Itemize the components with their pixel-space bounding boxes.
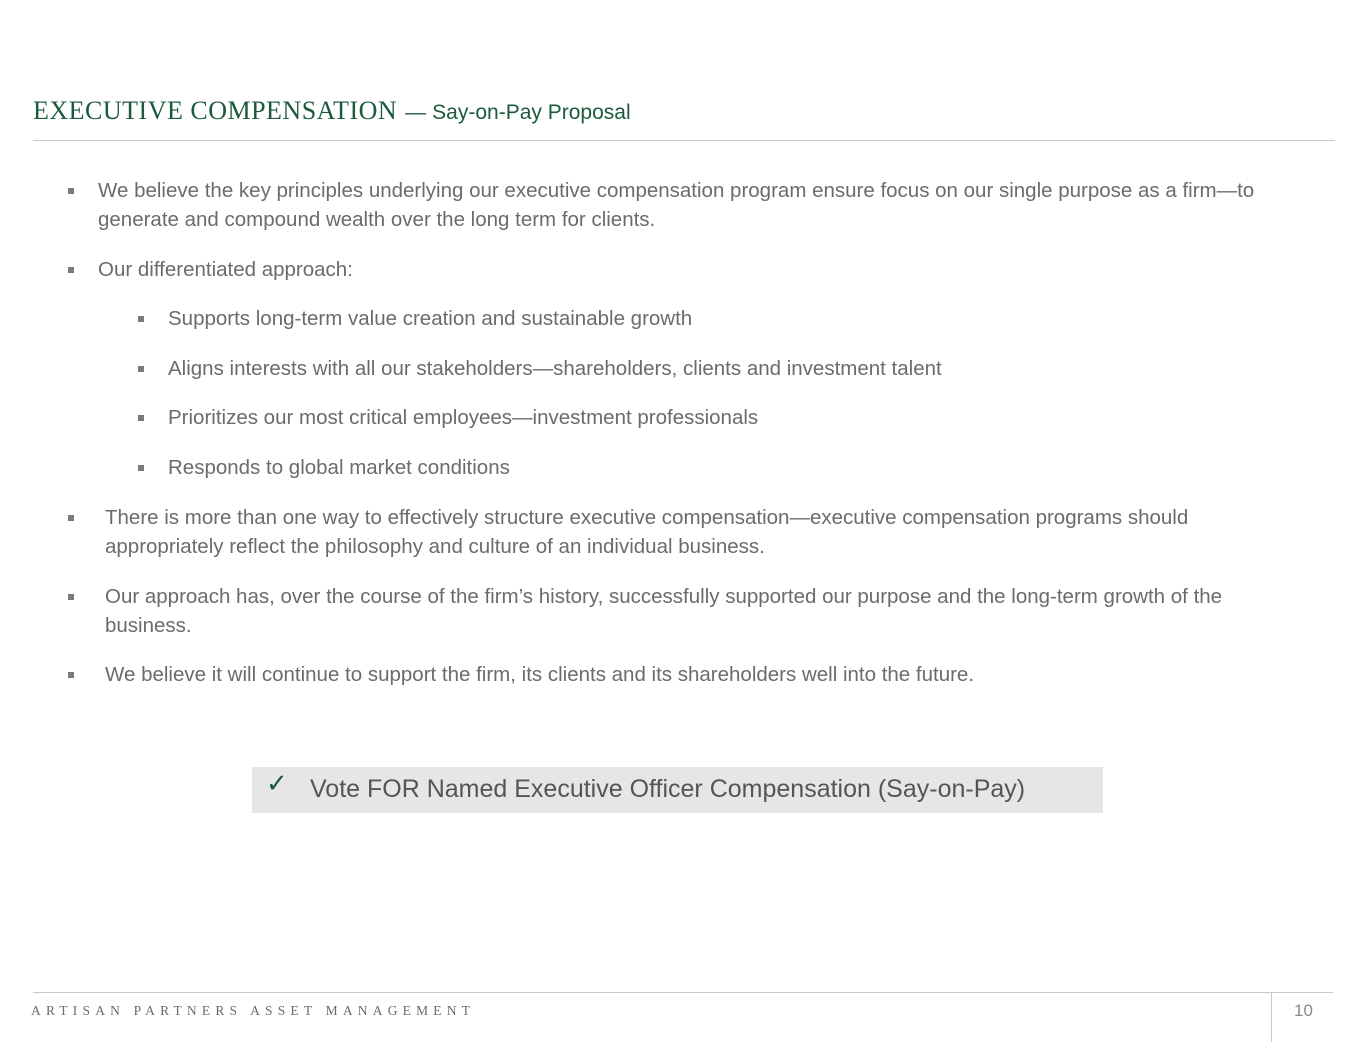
page-number: 10 xyxy=(1294,1001,1313,1020)
bullet-marker xyxy=(138,366,144,372)
list-item: Responds to global market conditions xyxy=(138,453,1298,482)
footer-brand: ARTISAN PARTNERS ASSET MANAGEMENT xyxy=(31,1003,476,1018)
list-item: We believe it will continue to support the firm, its clients and its shareholders well into the future. xyxy=(68,660,1298,689)
bullet-marker xyxy=(138,316,144,322)
bullet-marker xyxy=(68,267,74,273)
header-divider xyxy=(33,140,1335,141)
page-subtitle: Say-on-Pay Proposal xyxy=(432,101,631,124)
vote-recommendation-box xyxy=(252,767,1103,813)
footer-vertical-divider xyxy=(1271,992,1272,1042)
list-item: Our differentiated approach: xyxy=(68,255,1298,284)
bullet-marker xyxy=(68,188,74,194)
bullet-marker xyxy=(68,515,74,521)
list-item: Aligns interests with all our stakeholders—shareholders, clients and investment talent xyxy=(138,354,1298,383)
list-item: Supports long-term value creation and sustainable growth xyxy=(138,304,1298,333)
bullet-marker xyxy=(68,672,74,678)
check-icon: ✓ xyxy=(266,769,288,799)
vote-recommendation-label: Vote FOR Named Executive Officer Compensation (Say-on-Pay) xyxy=(310,775,1026,803)
list-item: We believe the key principles underlying our executive compensation program ensure focus on our single purpose as a firm—to generate and compound wealth over the long term for clients. xyxy=(68,176,1298,234)
page-title: EXECUTIVE COMPENSATION xyxy=(33,96,398,125)
title-separator: — xyxy=(405,101,427,124)
bullet-marker xyxy=(68,594,74,600)
slide-header xyxy=(33,96,631,126)
list-item: Our approach has, over the course of the firm’s history, successfully supported our purpose and the long-term growth of the business. xyxy=(68,582,1298,640)
list-item: Prioritizes our most critical employees—investment professionals xyxy=(138,403,1298,432)
bullet-marker xyxy=(138,465,144,471)
footer-divider xyxy=(33,992,1333,993)
bullet-marker xyxy=(138,415,144,421)
list-item: There is more than one way to effectively structure executive compensation—executive compensation programs should appropriately reflect the philosophy and culture of an individual business. xyxy=(68,503,1308,561)
